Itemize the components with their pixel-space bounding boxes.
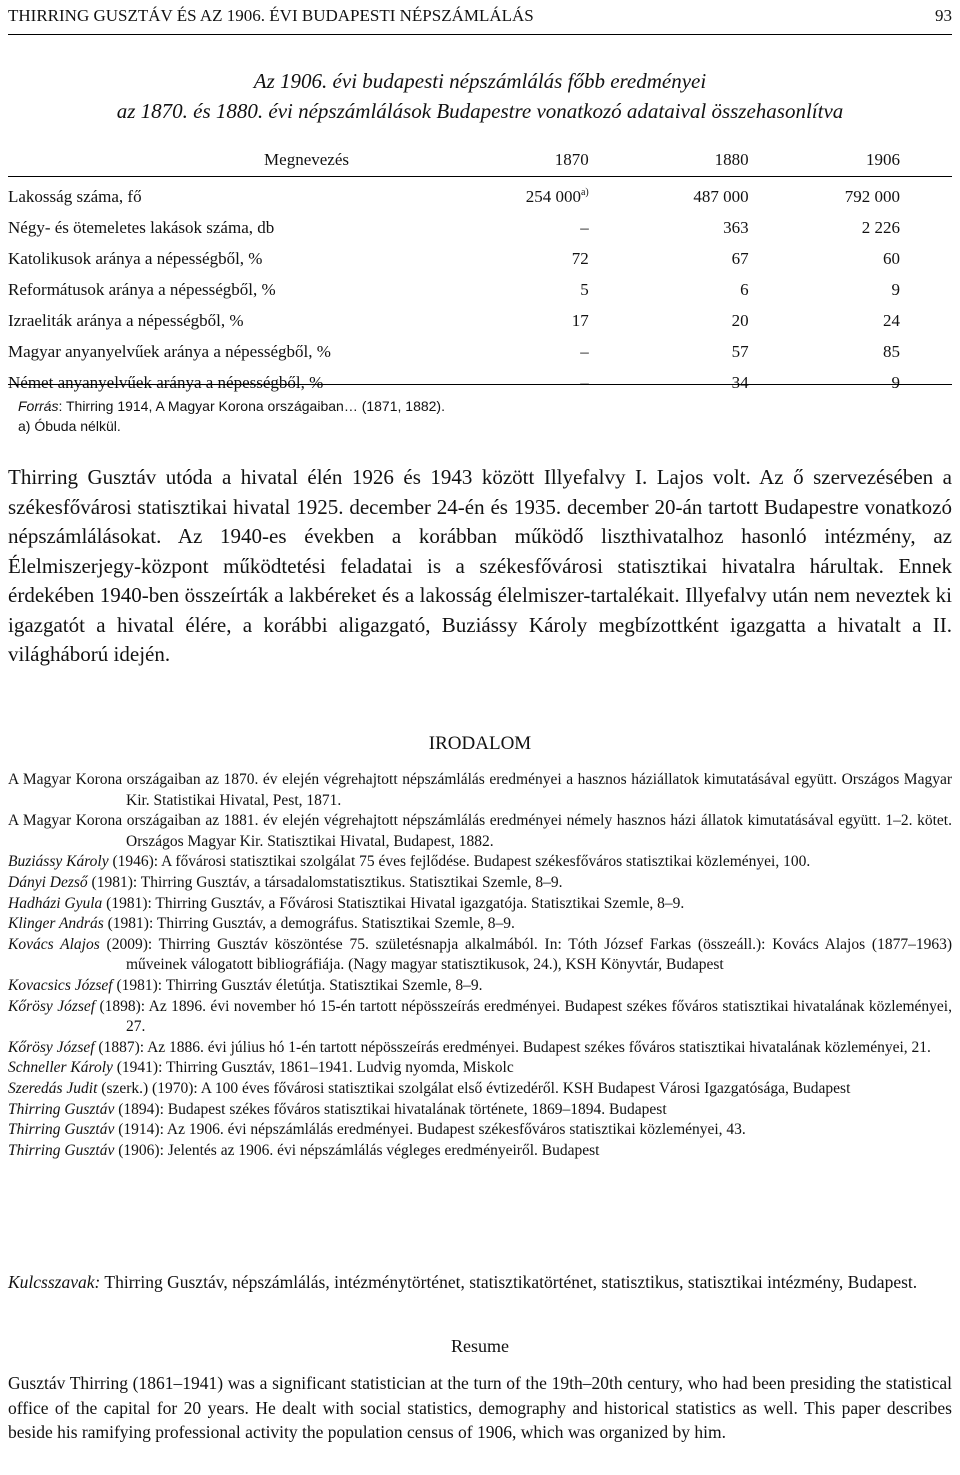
resume-text: Gusztáv Thirring (1861–1941) was a significant statistician at the turn of the 19th–20th century, who had been presiding the statistical office of the capital for 20 years. He dealt with social statistics, demography and historical statistics as well. This paper describes beside his ramifying professional activity the population census of 1906, which was organized by him. — [8, 1373, 952, 1442]
row-label — [8, 336, 515, 367]
row-label — [8, 212, 515, 243]
reference-author: Dányi Dezső — [8, 873, 88, 891]
bibliography-entry — [8, 1038, 952, 1059]
table-caption-line-1: Az 1906. évi budapesti népszámlálás főbb eredményei — [253, 69, 707, 93]
cell-1870 — [515, 243, 589, 274]
row-label-value: Izraeliták aránya a népességből, % — [8, 310, 244, 330]
table-bottom-rule — [8, 384, 952, 385]
bibliography-entry — [8, 852, 952, 873]
bibliography-entry — [8, 894, 952, 915]
table-row — [8, 305, 952, 336]
running-head — [8, 6, 952, 30]
cell-1870-value: 72 — [571, 248, 589, 268]
cell-1870-value: 5 — [580, 279, 589, 299]
cell-1906 — [749, 367, 952, 398]
reference-text: (1906): Jelentés az 1906. évi népszámlálás végleges eredményeiről. Budapest — [114, 1141, 600, 1159]
cell-1906-value: 85 — [883, 341, 900, 361]
bibliography-entry — [8, 873, 952, 894]
cell-1906 — [749, 305, 952, 336]
cell-1906 — [749, 243, 952, 274]
reference-text: (1981): Thirring Gusztáv, a demográfus. Statisztikai Szemle, 8–9. — [103, 915, 515, 933]
column-header-1880: 1880 — [589, 143, 749, 177]
row-label-value: Négy- és ötemeletes lakások száma, db — [8, 217, 275, 237]
bibliography-entry — [8, 770, 952, 811]
bibliography-entry — [8, 1120, 952, 1141]
reference-author: Buziássy Károly — [8, 853, 109, 871]
cell-1880 — [589, 305, 749, 336]
reference-author: Hadházi Gyula — [8, 894, 103, 912]
table-row — [8, 274, 952, 305]
bibliography-entry — [8, 1141, 952, 1162]
keywords-label: Kulcsszavak: — [8, 1272, 101, 1292]
cell-1870-value: – — [580, 217, 589, 237]
cell-1906-value: 9 — [891, 372, 900, 392]
reference-text: (1887): Az 1886. évi július hó 1-én tartott népösszeírás eredményei. Budapest székes főváros statisztikai hivatalának közleményei, 21. — [94, 1038, 931, 1056]
row-label — [8, 367, 515, 398]
table-footnote: a) Óbuda nélkül. — [18, 418, 121, 434]
cell-1870 — [515, 177, 589, 213]
cell-1870-value: 17 — [571, 310, 589, 330]
reference-text: (1981): Thirring Gusztáv életútja. Statisztikai Szemle, 8–9. — [112, 976, 483, 994]
source-line — [18, 396, 445, 416]
row-label-value: Reformátusok aránya a népességből, % — [8, 279, 276, 299]
cell-1906 — [749, 212, 952, 243]
reference-text: A Magyar Korona országaiban az 1870. év elején végrehajtott népszámlálás eredményei a hasznos háziállatok kimutatásával együtt. Országos Magyar Kir. Statistikai Hivatal, Pest, 1871. — [8, 771, 952, 809]
bibliography-list — [8, 770, 952, 1161]
reference-text: (1941): Thirring Gusztáv, 1861–1941. Ludvig nyomda, Miskolc — [112, 1059, 514, 1077]
row-label — [8, 243, 515, 274]
cell-1880 — [589, 177, 749, 213]
cell-1906-value: 2 226 — [861, 217, 900, 237]
cell-1880-value: 67 — [731, 248, 749, 268]
bibliography-entry — [8, 997, 952, 1038]
bibliography-entry — [8, 1058, 952, 1079]
header-rule — [8, 34, 952, 35]
row-label-value: Katolikusok aránya a népességből, % — [8, 248, 263, 268]
table-caption-line-2: az 1870. és 1880. évi népszámlálások Budapestre vonatkozó adataival összehasonlítva — [116, 99, 844, 123]
reference-text: (1894): Budapest székes főváros statisztikai hivatalának története, 1869–1894. Budapest — [114, 1100, 667, 1118]
cell-1880-value: 34 — [731, 372, 749, 392]
row-label-value: Német anyanyelvűek aránya a népességből, % — [8, 372, 324, 392]
row-label — [8, 274, 515, 305]
table-row — [8, 212, 952, 243]
table-body — [8, 177, 952, 399]
reference-author: Kőrösy József — [8, 997, 96, 1015]
reference-author: Kovacsics József — [8, 976, 113, 994]
reference-author: Klinger András — [8, 915, 104, 933]
cell-1880-value: 6 — [740, 279, 749, 299]
reference-text: (szerk.) (1970): A 100 éves fővárosi statisztikai szolgálat első évtizedéről. KSH Budapest Városi Igazgatósága, Budapest — [97, 1079, 851, 1097]
table-row — [8, 243, 952, 274]
footnote-marker: a) — [580, 186, 589, 198]
cell-1880-value: 487 000 — [693, 186, 749, 206]
keywords — [8, 1270, 952, 1294]
cell-1906 — [749, 177, 952, 213]
table-row — [8, 177, 952, 213]
resume-heading: Resume — [451, 1336, 509, 1356]
column-header-name: Megnevezés — [8, 143, 515, 177]
reference-author: Kőrösy József — [8, 1038, 95, 1056]
cell-1906-value: 792 000 — [844, 186, 900, 206]
cell-1870-value: – — [580, 341, 589, 361]
reference-author: Thirring Gusztáv — [8, 1141, 115, 1159]
bibliography-heading: IRODALOM — [428, 733, 532, 754]
bibliography-entry — [8, 811, 952, 852]
bibliography-entry — [8, 1100, 952, 1121]
row-label — [8, 177, 515, 213]
table-header-row — [8, 143, 952, 177]
column-header-1906: 1906 — [749, 143, 952, 177]
cell-1906 — [749, 274, 952, 305]
source-text: : Thirring 1914, A Magyar Korona országaiban… (1871, 1882). — [58, 398, 445, 414]
table-source-note — [18, 396, 445, 436]
cell-1906 — [749, 336, 952, 367]
cell-1880-value: 363 — [723, 217, 749, 237]
reference-author: Thirring Gusztáv — [8, 1121, 115, 1139]
reference-text: (1914): Az 1906. évi népszámlálás eredményei. Budapest székesfőváros statisztikai közleményei, 43. — [114, 1121, 746, 1139]
cell-1880-value: 57 — [731, 341, 749, 361]
cell-1880 — [589, 274, 749, 305]
cell-1870 — [515, 274, 589, 305]
table-row — [8, 367, 952, 398]
table-row — [8, 336, 952, 367]
bibliography-entry — [8, 976, 952, 997]
page-number: 93 — [935, 6, 952, 25]
table-caption — [8, 66, 952, 126]
bibliography-entry — [8, 914, 952, 935]
reference-text: (1946): A fővárosi statisztikai szolgálat 75 éves fejlődése. Budapest székesfőváros statisztikai közleményei, 100. — [108, 853, 811, 871]
cell-1880 — [589, 336, 749, 367]
cell-1880-value: 20 — [731, 310, 749, 330]
cell-1880 — [589, 367, 749, 398]
census-results-table — [8, 143, 952, 398]
reference-text: A Magyar Korona országaiban az 1881. év elején végrehajtott népszámlálás eredményei némely hasznos házi állatok kimutatásával együtt. 1–2. kötet. Országos Magyar Kir. Statisztikai Hivatal, Budapest, 1882. — [8, 812, 952, 850]
reference-author: Schneller Károly — [8, 1059, 113, 1077]
bibliography-entry — [8, 1079, 952, 1100]
reference-text: (2009): Thirring Gusztáv köszöntése 75. születésnapja alkalmából. In: Tóth József Farkas (összeáll.): Kovács Alajos (1877–1963) műveinek válogatott bibliográfiája. (Nagy magyar statisztikusok, 24.), KSH Könyvtár, Budapest — [99, 935, 953, 974]
cell-1880 — [589, 212, 749, 243]
row-label — [8, 305, 515, 336]
reference-author: Thirring Gusztáv — [8, 1100, 115, 1118]
cell-1870 — [515, 367, 589, 398]
cell-1870-value: 254 000 — [525, 186, 581, 206]
reference-text: (1898): Az 1896. évi november hó 15-én tartott népösszeírás eredményei. Budapest székes főváros statisztikai hivatalának közleményei, 27. — [95, 997, 952, 1036]
cell-1906-value: 9 — [891, 279, 900, 299]
cell-1870 — [515, 212, 589, 243]
keywords-text: Thirring Gusztáv, népszámlálás, intézménytörténet, statisztikatörténet, statisztikus, statisztikai intézmény, Budapest. — [100, 1272, 918, 1292]
reference-author: Szeredás Judit — [8, 1079, 98, 1097]
column-header-1870: 1870 — [515, 143, 589, 177]
body-paragraph: Thirring Gusztáv utóda a hivatal élén 1926 és 1943 között Illyefalvy I. Lajos volt. Az ő szervezésében a székesfővárosi statisztikai hivatal 1925. december 24-én és 1935. december 20-án tartott Budapestre vonatkozó népszámlálásokat. Az 1940-es években a korábban működő liszthivatalhoz hasonló intézmény, az Élelmiszerjegy-központ működtetési feladatai is a székesfővárosi statisztikai hivatalra hárultak. Ennek érdekében 1940-ben összeírták a lakbéreket és a lakosság élelmiszer-tartalékait. Illyefalvy után nem neveztek ki igazgatót a hivatal élére, a korábbi aligazgató, Buziássy Károly megbízottként igazgatta a hivatalt a II. világháború idején. — [8, 465, 952, 666]
cell-1870 — [515, 305, 589, 336]
reference-text: (1981): Thirring Gusztáv, a Fővárosi Statisztikai Hivatal igazgatója. Statisztikai Szemle, 8–9. — [102, 894, 685, 912]
row-label-value: Magyar anyanyelvűek aránya a népességből, % — [8, 341, 331, 361]
cell-1880 — [589, 243, 749, 274]
cell-1906-value: 60 — [883, 248, 900, 268]
cell-1870-value: – — [580, 372, 589, 392]
cell-1870 — [515, 336, 589, 367]
bibliography-entry — [8, 935, 952, 976]
reference-author: Kovács Alajos — [8, 935, 100, 953]
cell-1906-value: 24 — [883, 310, 900, 330]
row-label-value: Lakosság száma, fő — [8, 186, 142, 206]
running-head-title: THIRRING GUSZTÁV ÉS AZ 1906. ÉVI BUDAPESTI NÉPSZÁMLÁLÁS — [8, 6, 534, 25]
reference-text: (1981): Thirring Gusztáv, a társadalomstatisztikus. Statisztikai Szemle, 8–9. — [87, 873, 563, 891]
source-label: Forrás — [18, 398, 59, 414]
